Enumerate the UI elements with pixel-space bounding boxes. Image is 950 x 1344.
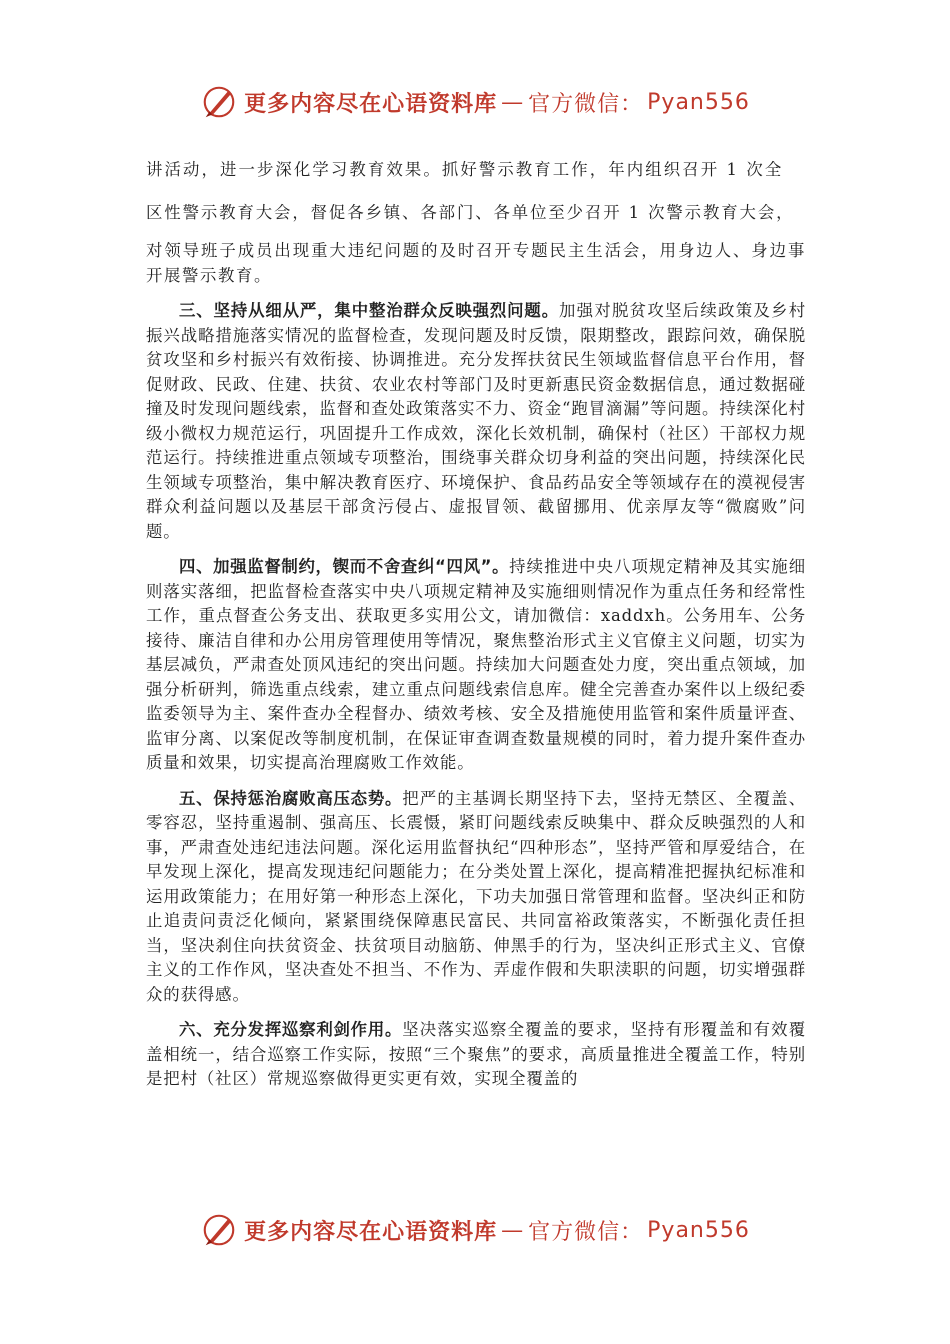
section-4-heading: 四、加强监督制约，锲而不舍查纠“四风”。 — [179, 557, 510, 576]
section-3-heading: 三、坚持从细从严，集中整治群众反映强烈问题。 — [179, 301, 559, 320]
footer-banner — [0, 1208, 950, 1252]
header-banner — [0, 80, 950, 124]
paragraph-continuation-2: 区性警示教育大会，督促各乡镇、各部门、各单位至少召开 1 次警示教育大会， — [146, 202, 795, 222]
paragraph-continuation-1: 讲活动，进一步深化学习教育效果。抓好警示教育工作，年内组织召开 1 次全 — [146, 160, 784, 179]
banner-wechat-id: Pyan556 — [647, 89, 750, 115]
section-6 — [146, 1018, 806, 1092]
banner-wechat-label: 官方微信： — [528, 1219, 644, 1245]
section-6-heading: 六、充分发挥巡察利剑作用。 — [179, 1020, 403, 1039]
banner-dash: — — [501, 89, 525, 115]
quill-pen-logo-icon — [200, 1211, 238, 1249]
section-5-body: 把严的主基调长期坚持下去，坚持无禁区、全覆盖、零容忍，坚持重遏制、强高压、长震慑，紧盯问题线索反映集中、群众反映强烈的人和事，严肃查处违纪违法问题。深化运用监督执纪“四种形态”，坚持严管和厚爱结合，在早发现上深化，提高发现违纪问题能力；在分类处置上深化，提高精准把握执纪标准和运用政策能力；在用好第一种形态上深化，下功夫加强日常管理和监督。坚决纠正和防止追责问责泛化倾向，紧紧围绕保障惠民富民、共同富裕政策落实，不断强化责任担当，坚决刹住向扶贫资金、扶贫项目动脑筋、伸黑手的行为，坚决纠正形式主义、官僚主义的工作作风，坚决查处不担当、不作为、弄虚作假和失职渎职的问题，切实增强群众的获得感。 — [146, 788, 807, 1004]
document-body — [146, 154, 806, 1092]
section-5-heading: 五、保持惩治腐败高压态势。 — [179, 788, 403, 808]
banner-site-name: 更多内容尽在心语资料库 — [244, 1218, 498, 1245]
section-4-body: 持续推进中央八项规定精神及其实施细则落实落细，把监督检查落实中央八项规定精神及实施细则情况作为重点任务和经常性工作，重点督查公务支出、获取更多实用公文，请加微信：xaddxh。公务用车、公务接待、廉洁自律和办公用房管理使用等情况，聚焦整治形式主义官僚主义问题，切实为基层减负，严肃查处顶风违纪的突出问题。持续加大问题查处力度，突出重点领域，加强分析研判，筛选重点线索，建立重点问题线索信息库。健全完善查办案件以上级纪委监委领导为主、案件查办全程督办、绩效考核、安全及措施使用监管和案件质量评查、监审分离、以案促改等制度机制，在保证审查调查数量规模的同时，着力提升案件查办质量和效果，切实提高治理腐败工作效能。 — [146, 557, 806, 772]
banner-wechat-id: Pyan556 — [647, 1217, 750, 1243]
paragraph-continuation-3: 对领导班子成员出现重大违纪问题的及时召开专题民主生活会，用身边人、身边事开展警示教育。 — [146, 241, 806, 285]
section-5 — [146, 787, 806, 1008]
section-4 — [146, 555, 806, 776]
banner-wechat-label: 官方微信： — [528, 91, 644, 117]
section-3-body: 加强对脱贫攻坚后续政策及乡村振兴战略措施落实情况的监督检查，发现问题及时反馈，限期整改，跟踪问效，确保脱贫攻坚和乡村振兴有效衔接、协调推进。充分发挥扶贫民生领域监督信息平台作用，督促财政、民政、住建、扶贫、农业农村等部门及时更新惠民资金数据信息，通过数据碰撞及时发现问题线索，监督和查处政策落实不力、资金“跑冒滴漏”等问题。持续深化村级小微权力规范运行，巩固提升工作成效，深化长效机制，确保村（社区）干部权力规范运行。持续推进重点领域专项整治，围绕事关群众切身利益的突出问题，持续深化民生领域专项整治，集中解决教育医疗、环境保护、食品药品安全等领域存在的漠视侵害群众利益问题以及基层干部贪污侵占、虚报冒领、截留挪用、优亲厚友等“微腐败”问题。 — [146, 301, 807, 541]
section-3 — [146, 299, 806, 544]
quill-pen-logo-icon — [200, 83, 238, 121]
banner-dash: — — [501, 1217, 525, 1243]
section-6-body: 坚决落实巡察全覆盖的要求，坚持有形覆盖和有效覆盖相统一，结合巡察工作实际，按照“三个聚焦”的要求，高质量推进全覆盖工作，特别是把村（社区）常规巡察做得更实更有效，实现全覆盖的 — [146, 1020, 807, 1088]
banner-site-name: 更多内容尽在心语资料库 — [244, 90, 498, 117]
